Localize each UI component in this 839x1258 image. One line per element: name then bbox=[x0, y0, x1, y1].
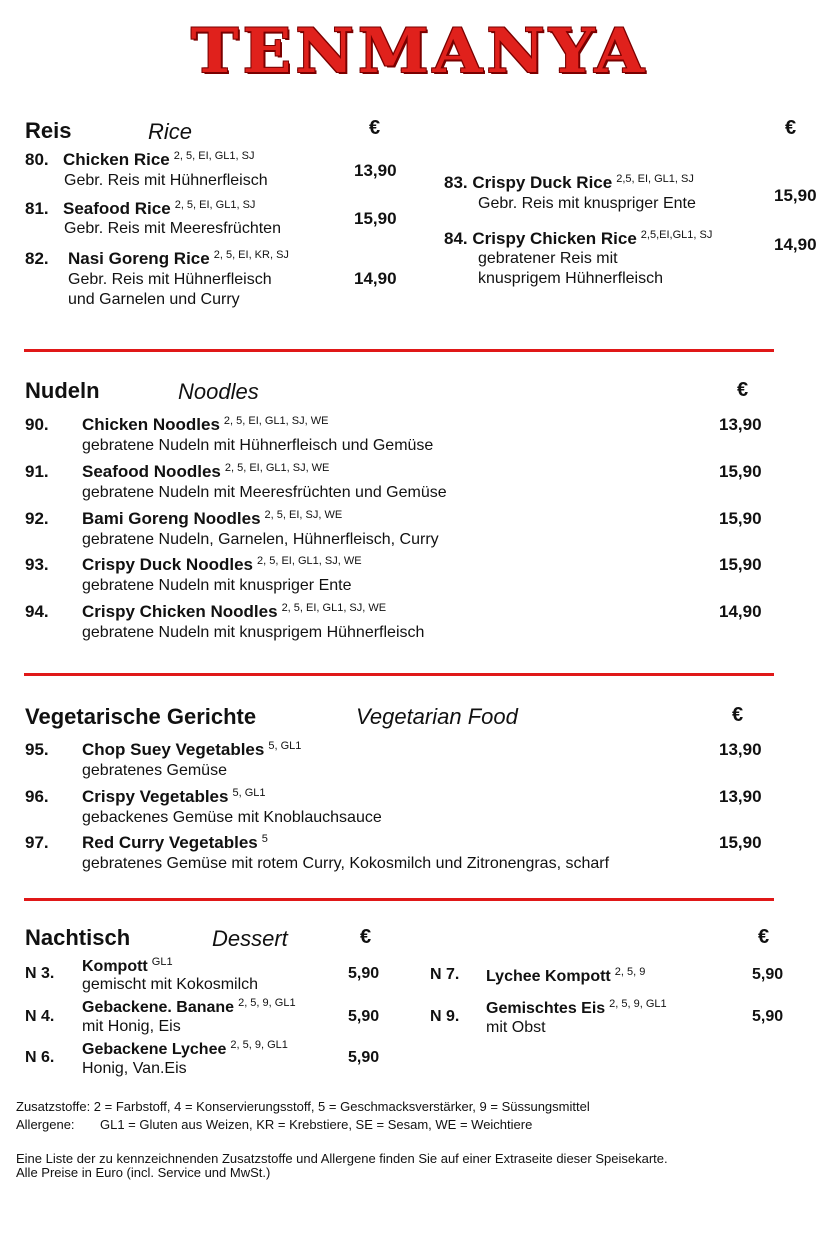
item-price: 13,90 bbox=[719, 415, 762, 434]
allergen-codes: 2, 5, EI, GL1, SJ, WE bbox=[224, 462, 330, 474]
item-description: gebratene Nudeln mit knusprigem Hühnerfleisch bbox=[82, 624, 425, 641]
item-description: gebratene Nudeln, Garnelen, Hühnerfleisch, Curry bbox=[82, 531, 439, 548]
item-name: Gemischtes Eis $^{2, 5, 9, GL1}$ bbox=[486, 998, 667, 1017]
item-price: 13,90 bbox=[354, 161, 397, 180]
item-price: 15,90 bbox=[719, 509, 762, 528]
item-description: mit Obst bbox=[486, 1019, 546, 1036]
section-title-nachtisch: Nachtisch bbox=[25, 925, 131, 950]
currency-symbol: € bbox=[360, 926, 372, 948]
allergens-legend: GL1 = Gluten aus Weizen, KR = Krebstiere, SE = Sesam, WE = Weichtiere bbox=[100, 1117, 533, 1132]
item-name: Crispy Chicken Noodles $^{2, 5, EI, GL1, SJ, WE}$ bbox=[82, 602, 387, 621]
item-number: 80. bbox=[25, 150, 49, 169]
item-name: Crispy Vegetables $^{5, GL1}$ bbox=[82, 787, 266, 806]
item-name: 83. Crispy Duck Rice $^{2,5, EI, GL1, SJ}$ bbox=[444, 173, 694, 192]
item-description: Gebr. Reis mit knuspriger Ente bbox=[478, 195, 696, 212]
item-price: 15,90 bbox=[774, 186, 817, 205]
allergen-codes: 2, 5, EI, GL1, SJ, WE bbox=[223, 415, 329, 427]
item-number: 81. bbox=[25, 199, 49, 218]
item-number: 82. bbox=[25, 249, 49, 268]
item-number: 97. bbox=[25, 833, 49, 852]
item-description: gebackenes Gemüse mit Knoblauchsauce bbox=[82, 809, 382, 826]
item-name: Lychee Kompott $^{2, 5, 9}$ bbox=[486, 966, 646, 985]
allergen-codes: 2, 5, 9, GL1 bbox=[238, 997, 296, 1009]
item-price: 13,90 bbox=[719, 740, 762, 759]
allergen-codes: 2,5,EI,GL1, SJ bbox=[640, 229, 713, 241]
allergen-codes: 2, 5, 9, GL1 bbox=[230, 1039, 288, 1051]
allergen-codes: 2, 5, EI, KR, SJ bbox=[213, 249, 289, 261]
section-title-reis: Reis bbox=[25, 118, 72, 143]
item-number: N 9. bbox=[430, 1008, 460, 1025]
allergen-codes: 5, GL1 bbox=[232, 787, 266, 799]
item-number: 91. bbox=[25, 462, 49, 481]
currency-symbol: € bbox=[732, 704, 744, 726]
item-description: gebratene Nudeln mit Meeresfrüchten und Gemüse bbox=[82, 484, 447, 501]
item-number: 95. bbox=[25, 740, 49, 759]
section-subtitle-dessert: Dessert bbox=[212, 926, 288, 951]
item-number: 96. bbox=[25, 787, 49, 806]
allergen-codes: GL1 bbox=[151, 956, 173, 968]
item-description: Gebr. Reis mit Hühnerfleisch bbox=[64, 172, 268, 189]
currency-symbol: € bbox=[369, 117, 381, 139]
item-name: Gebackene Lychee $^{2, 5, 9, GL1}$ bbox=[82, 1039, 288, 1058]
item-description: gemischt mit Kokosmilch bbox=[82, 976, 259, 993]
item-description: gebratener Reis mit bbox=[478, 250, 618, 267]
section-divider bbox=[24, 898, 774, 901]
item-description: Gebr. Reis mit Hühnerfleisch bbox=[68, 271, 272, 288]
item-description: gebratene Nudeln mit knuspriger Ente bbox=[82, 577, 352, 594]
item-name: 84. Crispy Chicken Rice $^{2,5,EI,GL1, SJ}$ bbox=[444, 229, 713, 248]
section-subtitle-rice: Rice bbox=[148, 119, 193, 144]
item-number: N 3. bbox=[25, 965, 55, 982]
item-name: Kompott $^{GL1}$ bbox=[82, 956, 173, 975]
item-price: 5,90 bbox=[752, 966, 784, 983]
item-name: Nasi Goreng Rice $^{2, 5, EI, KR, SJ}$ bbox=[68, 249, 289, 268]
allergen-codes: 2, 5, EI, GL1, SJ bbox=[174, 199, 256, 211]
currency-symbol: € bbox=[785, 117, 797, 139]
item-price: 5,90 bbox=[348, 965, 380, 982]
item-number: 94. bbox=[25, 602, 49, 621]
allergen-codes: 2, 5, EI, GL1, SJ, WE bbox=[281, 602, 387, 614]
item-name: Seafood Noodles $^{2, 5, EI, GL1, SJ, WE}$ bbox=[82, 462, 330, 481]
item-description: gebratenes Gemüse bbox=[82, 762, 227, 779]
item-description: gebratenes Gemüse mit rotem Curry, Kokosmilch und Zitronengras, scharf bbox=[82, 855, 610, 872]
allergen-codes: 5, GL1 bbox=[268, 740, 302, 752]
item-name: Bami Goreng Noodles $^{2, 5, EI, SJ, WE}$ bbox=[82, 509, 343, 528]
allergen-codes: 2, 5, EI, SJ, WE bbox=[264, 509, 343, 521]
item-name: Chicken Noodles $^{2, 5, EI, GL1, SJ, WE}$ bbox=[82, 415, 329, 434]
item-description: gebratene Nudeln mit Hühnerfleisch und Gemüse bbox=[82, 437, 434, 454]
currency-symbol: € bbox=[758, 926, 770, 948]
restaurant-logo: TENMANYA bbox=[190, 15, 649, 88]
item-price: 14,90 bbox=[719, 602, 762, 621]
item-price: 5,90 bbox=[752, 1008, 784, 1025]
item-description: Honig, Van.Eis bbox=[82, 1060, 187, 1077]
allergen-codes: 2,5, EI, GL1, SJ bbox=[616, 173, 694, 185]
item-name: Chop Suey Vegetables $^{5, GL1}$ bbox=[82, 740, 302, 759]
allergen-codes: 2, 5, EI, GL1, SJ bbox=[173, 150, 255, 162]
section-title-nudeln: Nudeln bbox=[25, 378, 100, 403]
item-description: Gebr. Reis mit Meeresfrüchten bbox=[64, 220, 281, 237]
item-name: Crispy Duck Noodles $^{2, 5, EI, GL1, SJ, WE}$ bbox=[82, 555, 362, 574]
allergen-codes: 2, 5, 9 bbox=[614, 966, 646, 978]
item-number: N 6. bbox=[25, 1049, 55, 1066]
item-price: 15,90 bbox=[719, 833, 762, 852]
allergens-label: Allergene: bbox=[16, 1117, 75, 1132]
item-description: knusprigem Hühnerfleisch bbox=[478, 270, 663, 287]
item-number: N 7. bbox=[430, 966, 460, 983]
item-price: 5,90 bbox=[348, 1008, 380, 1025]
item-description: und Garnelen und Curry bbox=[68, 291, 240, 308]
additives-legend: Zusatzstoffe: 2 = Farbstoff, 4 = Konservierungsstoff, 5 = Geschmacksverstärker, 9 = Süssungsmittel bbox=[16, 1099, 590, 1114]
item-price: 14,90 bbox=[354, 269, 397, 288]
section-divider bbox=[24, 673, 774, 676]
section-subtitle-vegetarian: Vegetarian Food bbox=[356, 704, 518, 729]
section-title-vegetarisch: Vegetarische Gerichte bbox=[25, 704, 257, 729]
item-name: Gebackene. Banane $^{2, 5, 9, GL1}$ bbox=[82, 997, 296, 1016]
item-number: 93. bbox=[25, 555, 49, 574]
item-description: mit Honig, Eis bbox=[82, 1018, 181, 1035]
item-price: 13,90 bbox=[719, 787, 762, 806]
section-divider bbox=[24, 349, 774, 352]
allergen-codes: 2, 5, 9, GL1 bbox=[609, 998, 667, 1010]
item-price: 15,90 bbox=[719, 462, 762, 481]
item-number: 90. bbox=[25, 415, 49, 434]
item-price: 15,90 bbox=[354, 209, 397, 228]
item-name: Red Curry Vegetables $^5$ bbox=[82, 833, 268, 852]
item-price: 14,90 bbox=[774, 235, 817, 254]
allergen-codes: 2, 5, EI, GL1, SJ, WE bbox=[257, 555, 362, 567]
item-price: 15,90 bbox=[719, 555, 762, 574]
price-note: Alle Preise in Euro (incl. Service und MwSt.) bbox=[16, 1165, 271, 1180]
section-subtitle-noodles: Noodles bbox=[178, 379, 259, 404]
item-price: 5,90 bbox=[348, 1049, 380, 1066]
item-name: Seafood Rice $^{2, 5, EI, GL1, SJ}$ bbox=[63, 199, 256, 218]
allergen-codes: 5 bbox=[261, 833, 268, 845]
footer-note: Eine Liste der zu kennzeichnenden Zusatzstoffe und Allergene finden Sie auf einer Extraseite dieser Speisekarte. bbox=[16, 1151, 668, 1166]
item-number: 92. bbox=[25, 509, 49, 528]
item-name: Chicken Rice $^{2, 5, EI, GL1, SJ}$ bbox=[63, 150, 255, 169]
currency-symbol: € bbox=[737, 379, 749, 401]
item-number: N 4. bbox=[25, 1008, 55, 1025]
